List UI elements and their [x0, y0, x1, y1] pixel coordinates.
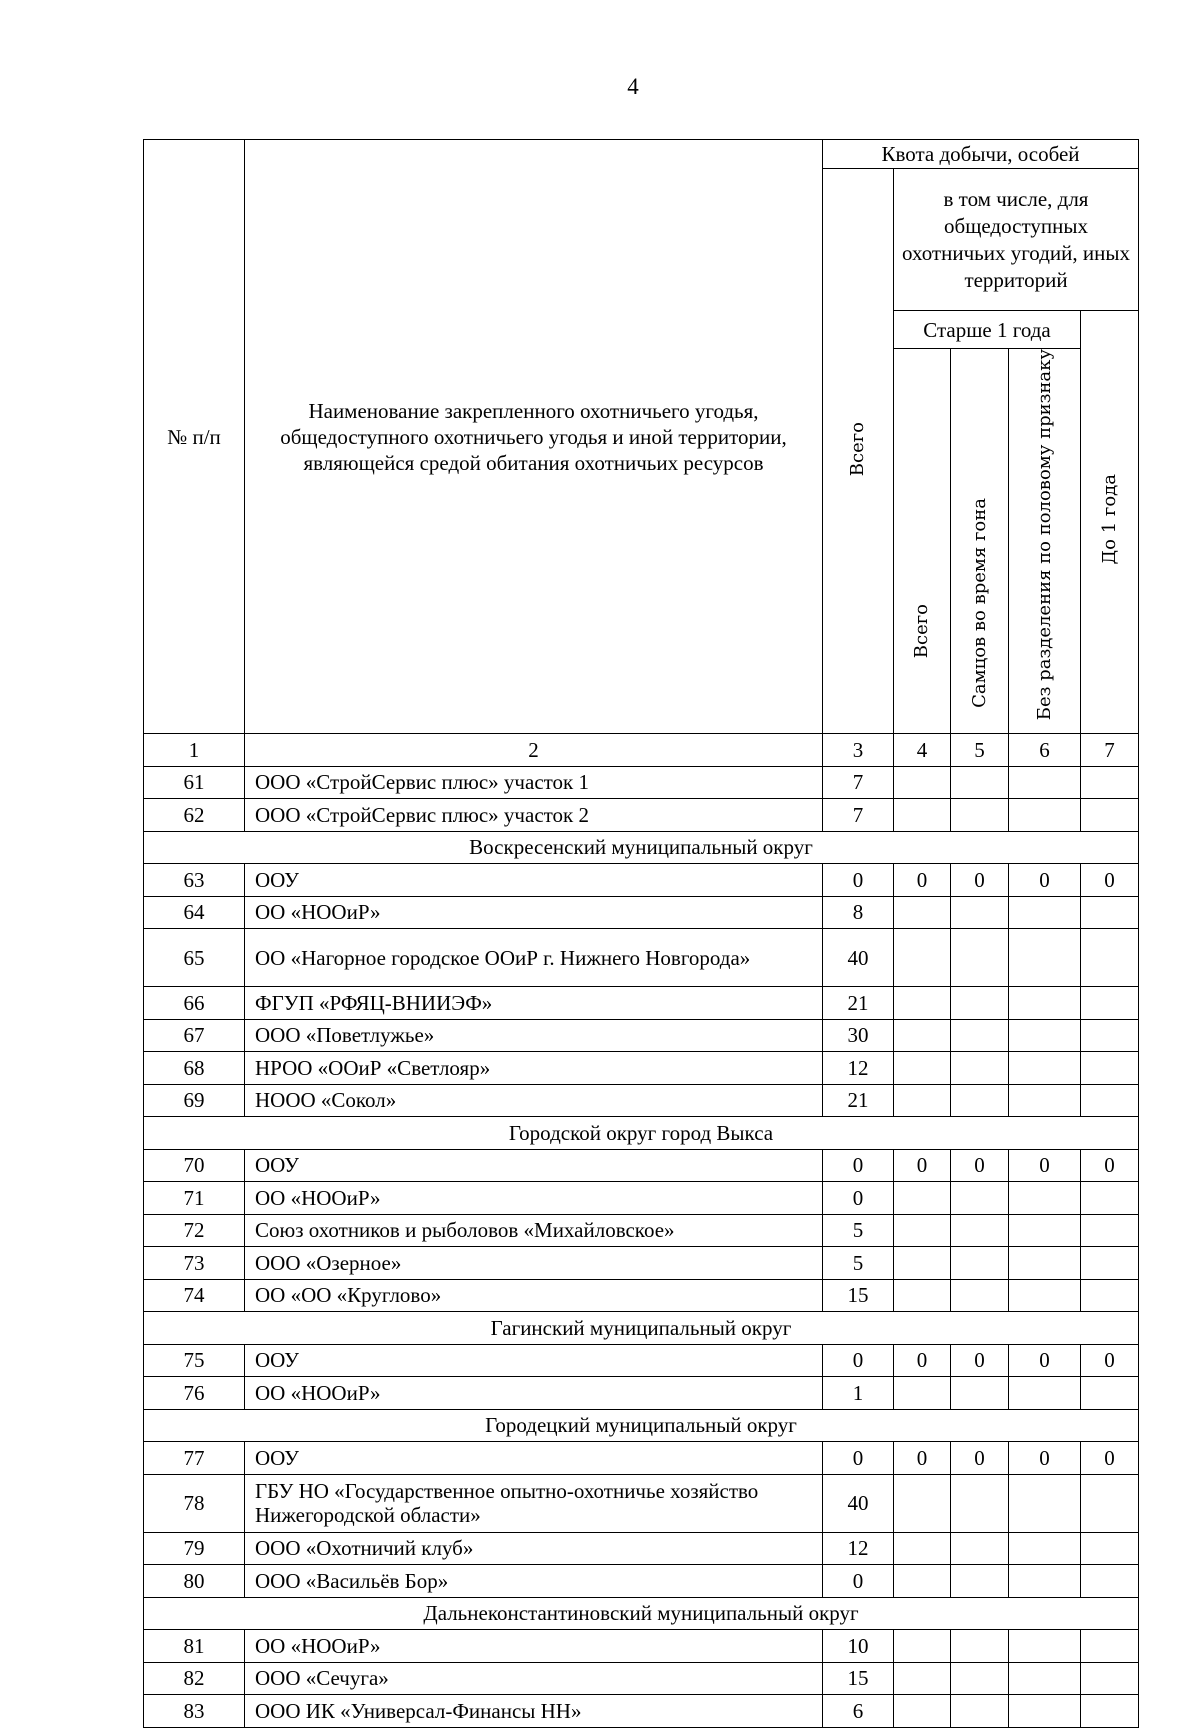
- table-row: [144, 1149, 1139, 1182]
- quota-total: 5: [823, 1214, 894, 1247]
- row-number: 76: [144, 1377, 245, 1410]
- males-rut: [951, 799, 1009, 832]
- older-total: [894, 1474, 951, 1532]
- row-name: ООО «Озерное»: [245, 1247, 823, 1280]
- page-number: 4: [627, 74, 639, 99]
- row-number: 82: [144, 1662, 245, 1695]
- under-1: [1081, 1247, 1139, 1280]
- older-total: 0: [894, 864, 951, 897]
- quota-total: 0: [823, 864, 894, 897]
- no-sex: [1009, 1052, 1081, 1085]
- no-sex: 0: [1009, 1149, 1081, 1182]
- row-number: 63: [144, 864, 245, 897]
- no-sex: [1009, 1214, 1081, 1247]
- header-name: Наименование закрепленного охотничьего угодья, общедоступного охотничьего угодья и иной территории, являющейся средой обитания охотничьих ресурсов: [245, 140, 823, 734]
- under-1: [1081, 987, 1139, 1020]
- quota-total: 40: [823, 929, 894, 987]
- older-total: [894, 896, 951, 929]
- under-1: [1081, 929, 1139, 987]
- no-sex: [1009, 766, 1081, 799]
- row-name: ООО «СтройСервис плюс» участок 1: [245, 766, 823, 799]
- older-total: [894, 799, 951, 832]
- older-total: [894, 1182, 951, 1215]
- under-1: 0: [1081, 1344, 1139, 1377]
- older-total: [894, 1695, 951, 1728]
- older-total: [894, 766, 951, 799]
- no-sex: [1009, 1662, 1081, 1695]
- quota-total: 8: [823, 896, 894, 929]
- older-total: [894, 1630, 951, 1663]
- no-sex: [1009, 987, 1081, 1020]
- quota-total: 0: [823, 1149, 894, 1182]
- no-sex: [1009, 1565, 1081, 1598]
- table-row: [144, 1377, 1139, 1410]
- row-name: ГБУ НО «Государственное опытно-охотничье хозяйство Нижегородской области»: [245, 1474, 823, 1532]
- row-name: ООО ИК «Универсал-Финансы НН»: [245, 1695, 823, 1728]
- quota-total: 40: [823, 1474, 894, 1532]
- quota-total: 30: [823, 1019, 894, 1052]
- row-number: 62: [144, 799, 245, 832]
- males-rut: 0: [951, 864, 1009, 897]
- no-sex: [1009, 1019, 1081, 1052]
- table-row: [144, 896, 1139, 929]
- section-row: [144, 1409, 1139, 1442]
- under-1: [1081, 1695, 1139, 1728]
- quota-total: 0: [823, 1344, 894, 1377]
- table-row: [144, 1662, 1139, 1695]
- row-number: 73: [144, 1247, 245, 1280]
- table-row: [144, 987, 1139, 1020]
- section-row: [144, 1117, 1139, 1150]
- under-1: [1081, 1532, 1139, 1565]
- males-rut: [951, 1565, 1009, 1598]
- no-sex: [1009, 929, 1081, 987]
- under-1: [1081, 1630, 1139, 1663]
- table-row: [144, 1565, 1139, 1598]
- older-total: [894, 929, 951, 987]
- under-1: [1081, 1279, 1139, 1312]
- header-older-total-text: Всего: [911, 604, 932, 659]
- males-rut: [951, 987, 1009, 1020]
- row-number: 78: [144, 1474, 245, 1532]
- row-number: 66: [144, 987, 245, 1020]
- row-number: 71: [144, 1182, 245, 1215]
- row-name: ОО «ОО «Круглово»: [245, 1279, 823, 1312]
- header-males-text: Самцов во время гона: [968, 498, 990, 709]
- row-name: ООО «СтройСервис плюс» участок 2: [245, 799, 823, 832]
- no-sex: 0: [1009, 1344, 1081, 1377]
- table-row: [144, 1630, 1139, 1663]
- males-rut: [951, 1052, 1009, 1085]
- row-name: ООО «Васильёв Бор»: [245, 1565, 823, 1598]
- no-sex: 0: [1009, 864, 1081, 897]
- under-1: [1081, 1662, 1139, 1695]
- row-name: ООО «Сечуга»: [245, 1662, 823, 1695]
- under-1: [1081, 799, 1139, 832]
- col-number: 7: [1081, 734, 1139, 767]
- older-total: [894, 1565, 951, 1598]
- males-rut: [951, 766, 1009, 799]
- quota-total: 0: [823, 1565, 894, 1598]
- no-sex: [1009, 1084, 1081, 1117]
- quota-total: 6: [823, 1695, 894, 1728]
- section-title: Дальнеконстантиновский муниципальный округ: [144, 1597, 1139, 1630]
- quota-total: 15: [823, 1279, 894, 1312]
- under-1: [1081, 1214, 1139, 1247]
- table-row: [144, 1474, 1139, 1532]
- header-under1-text: До 1 года: [1098, 474, 1120, 565]
- no-sex: [1009, 1532, 1081, 1565]
- row-name: ООУ: [245, 864, 823, 897]
- row-number: 69: [144, 1084, 245, 1117]
- no-sex: [1009, 1377, 1081, 1410]
- quota-total: 12: [823, 1052, 894, 1085]
- table-row: [144, 1247, 1139, 1280]
- section-row: [144, 1312, 1139, 1345]
- header-males: [951, 349, 1009, 734]
- col-number: 3: [823, 734, 894, 767]
- row-number: 67: [144, 1019, 245, 1052]
- row-number: 72: [144, 1214, 245, 1247]
- quota-total: 21: [823, 987, 894, 1020]
- column-numbers-row: [144, 734, 1139, 767]
- no-sex: [1009, 1474, 1081, 1532]
- males-rut: [951, 1182, 1009, 1215]
- quota-total: 7: [823, 799, 894, 832]
- no-sex: [1009, 1630, 1081, 1663]
- col-number: 6: [1009, 734, 1081, 767]
- row-number: 74: [144, 1279, 245, 1312]
- quota-total: 0: [823, 1182, 894, 1215]
- row-name: ООУ: [245, 1344, 823, 1377]
- older-total: [894, 1052, 951, 1085]
- row-name: ОО «Нагорное городское ООиР г. Нижнего Новгорода»: [245, 929, 823, 987]
- row-name: ФГУП «РФЯЦ-ВНИИЭФ»: [245, 987, 823, 1020]
- table-row: [144, 1084, 1139, 1117]
- row-number: 83: [144, 1695, 245, 1728]
- under-1: [1081, 1182, 1139, 1215]
- under-1: [1081, 1019, 1139, 1052]
- col-number: 2: [245, 734, 823, 767]
- males-rut: 0: [951, 1344, 1009, 1377]
- no-sex: [1009, 1695, 1081, 1728]
- males-rut: 0: [951, 1149, 1009, 1182]
- quota-total: 1: [823, 1377, 894, 1410]
- row-name: ОО «НООиР»: [245, 1630, 823, 1663]
- older-total: 0: [894, 1344, 951, 1377]
- older-total: [894, 1662, 951, 1695]
- header-num: № п/п: [144, 140, 245, 734]
- col-number: 1: [144, 734, 245, 767]
- row-number: 77: [144, 1442, 245, 1475]
- under-1: 0: [1081, 1442, 1139, 1475]
- table-row: [144, 766, 1139, 799]
- under-1: [1081, 766, 1139, 799]
- males-rut: [951, 1474, 1009, 1532]
- under-1: 0: [1081, 1149, 1139, 1182]
- under-1: [1081, 1084, 1139, 1117]
- table-row: [144, 864, 1139, 897]
- row-number: 64: [144, 896, 245, 929]
- older-total: [894, 1247, 951, 1280]
- under-1: [1081, 896, 1139, 929]
- older-total: [894, 1532, 951, 1565]
- row-number: 79: [144, 1532, 245, 1565]
- row-name: НООО «Сокол»: [245, 1084, 823, 1117]
- males-rut: [951, 1695, 1009, 1728]
- section-title: Городецкий муниципальный округ: [144, 1409, 1139, 1442]
- no-sex: 0: [1009, 1442, 1081, 1475]
- no-sex: [1009, 1279, 1081, 1312]
- row-name: Союз охотников и рыболовов «Михайловское»: [245, 1214, 823, 1247]
- table-row: [144, 1019, 1139, 1052]
- table-row: [144, 1214, 1139, 1247]
- row-name: ОО «НООиР»: [245, 896, 823, 929]
- males-rut: [951, 1084, 1009, 1117]
- quota-total: 10: [823, 1630, 894, 1663]
- older-total: 0: [894, 1442, 951, 1475]
- table-row: [144, 799, 1139, 832]
- under-1: [1081, 1474, 1139, 1532]
- males-rut: [951, 1662, 1009, 1695]
- row-name: ООО «Поветлужье»: [245, 1019, 823, 1052]
- header-older-total: [894, 349, 951, 734]
- older-total: [894, 1377, 951, 1410]
- no-sex: [1009, 1182, 1081, 1215]
- table-row: [144, 1052, 1139, 1085]
- males-rut: [951, 1214, 1009, 1247]
- row-number: 81: [144, 1630, 245, 1663]
- quota-total: 21: [823, 1084, 894, 1117]
- row-name: ООУ: [245, 1149, 823, 1182]
- quota-total: 7: [823, 766, 894, 799]
- row-number: 68: [144, 1052, 245, 1085]
- header-no-sex-text: Без разделения по половому признаку: [1033, 349, 1055, 721]
- section-row: [144, 831, 1139, 864]
- section-title: Гагинский муниципальный округ: [144, 1312, 1139, 1345]
- quota-table: [143, 139, 1139, 1728]
- table-row: [144, 1695, 1139, 1728]
- quota-total: 0: [823, 1442, 894, 1475]
- section-title: Воскресенский муниципальный округ: [144, 831, 1139, 864]
- no-sex: [1009, 799, 1081, 832]
- header-under1: [1081, 311, 1139, 734]
- table-row: [144, 1182, 1139, 1215]
- row-number: 61: [144, 766, 245, 799]
- row-number: 75: [144, 1344, 245, 1377]
- header-total: [823, 169, 894, 734]
- quota-total: 15: [823, 1662, 894, 1695]
- table-row: [144, 1442, 1139, 1475]
- males-rut: [951, 1019, 1009, 1052]
- table-row: [144, 929, 1139, 987]
- older-total: 0: [894, 1149, 951, 1182]
- older-total: [894, 1019, 951, 1052]
- older-total: [894, 1214, 951, 1247]
- row-number: 65: [144, 929, 245, 987]
- section-title: Городской округ город Выкса: [144, 1117, 1139, 1150]
- table-row: [144, 1279, 1139, 1312]
- males-rut: [951, 1532, 1009, 1565]
- row-name: ОО «НООиР»: [245, 1377, 823, 1410]
- older-total: [894, 987, 951, 1020]
- males-rut: [951, 1247, 1009, 1280]
- quota-total: 12: [823, 1532, 894, 1565]
- males-rut: [951, 896, 1009, 929]
- males-rut: [951, 929, 1009, 987]
- header-total-text: Всего: [847, 421, 868, 476]
- males-rut: [951, 1630, 1009, 1663]
- table-row: [144, 1532, 1139, 1565]
- under-1: [1081, 1377, 1139, 1410]
- header-no-sex: [1009, 349, 1081, 734]
- header-quota: Квота добычи, особей: [823, 140, 1139, 169]
- header-incl: в том числе, для общедоступных охотничьих угодий, иных территорий: [894, 169, 1139, 311]
- quota-total: 5: [823, 1247, 894, 1280]
- row-name: ООО «Охотничий клуб»: [245, 1532, 823, 1565]
- older-total: [894, 1084, 951, 1117]
- col-number: 5: [951, 734, 1009, 767]
- row-name: ОО «НООиР»: [245, 1182, 823, 1215]
- under-1: [1081, 1052, 1139, 1085]
- no-sex: [1009, 1247, 1081, 1280]
- older-total: [894, 1279, 951, 1312]
- col-number: 4: [894, 734, 951, 767]
- males-rut: [951, 1377, 1009, 1410]
- under-1: 0: [1081, 864, 1139, 897]
- header-older: Старше 1 года: [894, 311, 1081, 349]
- males-rut: [951, 1279, 1009, 1312]
- row-name: НРОО «ООиР «Светлояр»: [245, 1052, 823, 1085]
- row-number: 80: [144, 1565, 245, 1598]
- under-1: [1081, 1565, 1139, 1598]
- males-rut: 0: [951, 1442, 1009, 1475]
- no-sex: [1009, 896, 1081, 929]
- row-number: 70: [144, 1149, 245, 1182]
- table-row: [144, 1344, 1139, 1377]
- section-row: [144, 1597, 1139, 1630]
- row-name: ООУ: [245, 1442, 823, 1475]
